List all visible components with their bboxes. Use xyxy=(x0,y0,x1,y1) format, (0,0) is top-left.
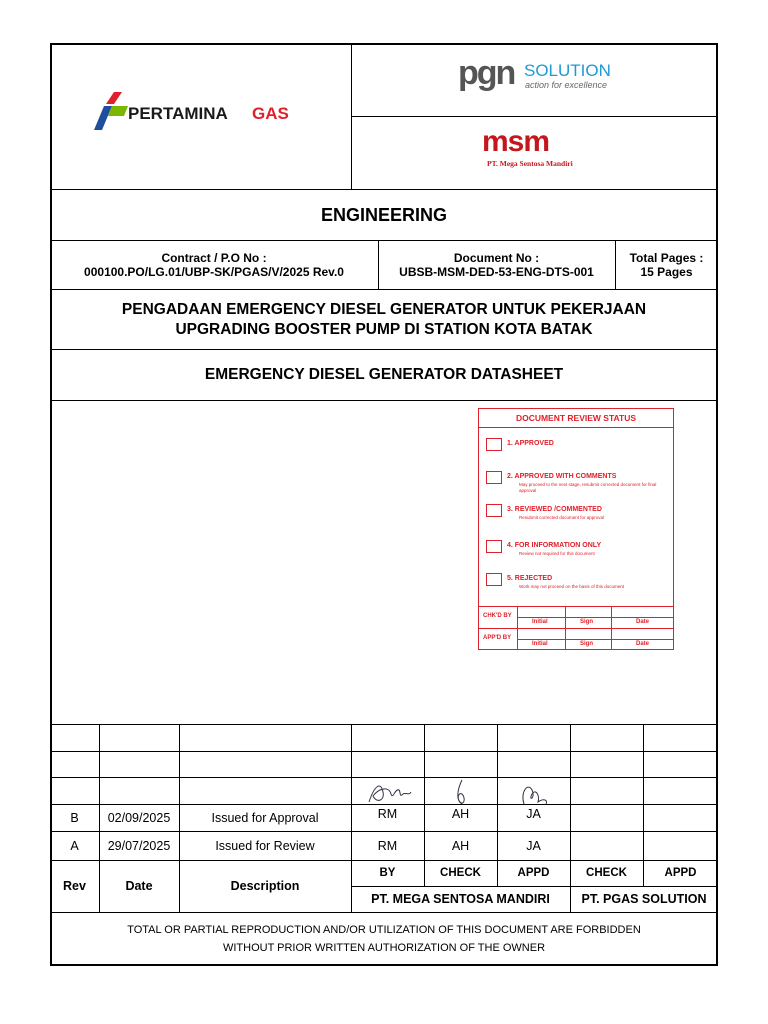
rev-a-description: Issued for Review xyxy=(215,838,315,853)
for-information-checkbox[interactable] xyxy=(486,540,502,553)
contract-label: Contract / P.O No : xyxy=(161,251,267,265)
reproduction-notice-line1: TOTAL OR PARTIAL REPRODUCTION AND/OR UTILIZATION OF THIS DOCUMENT ARE FORBIDDEN xyxy=(127,924,641,936)
rejected-note: Work may not proceed on the basis of this document xyxy=(519,584,624,589)
approved-checkbox[interactable] xyxy=(486,438,502,451)
chkd-by-label: CHK'D BY xyxy=(483,613,512,619)
pertamina-gas-logo xyxy=(92,92,312,134)
description-column-header: Description xyxy=(230,879,300,893)
rev-b-appd: JA xyxy=(526,806,541,821)
msm-logo-text: msm xyxy=(482,125,550,158)
project-title-line1: PENGADAAN EMERGENCY DIESEL GENERATOR UNTUK PEKERJAAN xyxy=(121,300,647,318)
rev-a-date: 29/07/2025 xyxy=(107,838,171,853)
total-pages xyxy=(615,242,718,288)
appd-sign-header: Sign xyxy=(580,641,593,647)
appd-initial-header: Initial xyxy=(532,641,548,647)
document-number xyxy=(378,242,615,288)
rejected-checkbox[interactable] xyxy=(486,573,502,586)
reviewed-commented-checkbox[interactable] xyxy=(486,504,502,517)
pgn-solution-logo xyxy=(458,54,628,100)
rev-b-rev: B xyxy=(70,810,79,825)
pgn-tagline: action for excellence xyxy=(525,80,608,90)
contractor-name: PT. MEGA SENTOSA MANDIRI xyxy=(371,892,550,906)
document-label: Document No : xyxy=(453,251,540,265)
rev-b-by: RM xyxy=(377,806,398,821)
appd-by-label: APP'D BY xyxy=(483,635,512,641)
approved-with-comments-checkbox[interactable] xyxy=(486,471,502,484)
appd-column-header: APPD xyxy=(517,867,550,879)
rev-a-appd: JA xyxy=(526,838,541,853)
rev-a-rev: A xyxy=(70,838,79,853)
approved-with-comments-label: 2. APPROVED WITH COMMENTS xyxy=(507,473,617,480)
document-review-stamp xyxy=(478,408,674,650)
engineering-label: ENGINEERING xyxy=(320,204,448,225)
pertamina-logo-text: PERTAMINA xyxy=(128,104,228,123)
rev-b-check: AH xyxy=(451,806,470,821)
approved-with-comments-note: May proceed to the next stage, resubmit corrected document for final approval xyxy=(519,482,657,493)
client-name: PT. PGAS SOLUTION xyxy=(581,892,707,906)
rejected-label: 5. REJECTED xyxy=(507,575,553,582)
document-value: UBSB-MSM-DED-53-ENG-DTS-001 xyxy=(399,265,594,279)
reviewed-commented-label: 3. REVIEWED /COMMENTED xyxy=(507,506,602,513)
pgn-solution-text: SOLUTION xyxy=(524,61,611,80)
rev-a-by: RM xyxy=(377,838,398,853)
total-pages-label: Total Pages : xyxy=(629,251,704,265)
appd-date-header: Date xyxy=(636,641,650,647)
pgn-logo-text: pgn xyxy=(458,54,515,92)
project-title xyxy=(50,291,718,348)
stamp-title: DOCUMENT REVIEW STATUS xyxy=(479,409,673,428)
pertamina-logo-icon xyxy=(92,92,132,132)
client-appd-column-header: APPD xyxy=(664,867,697,879)
msm-logo xyxy=(480,125,600,175)
for-information-note: Review not required for this document xyxy=(519,551,595,556)
project-title-line2: UPGRADING BOOSTER PUMP DI STATION KOTA BATAK xyxy=(175,320,593,338)
document-title: EMERGENCY DIESEL GENERATOR DATASHEET xyxy=(204,365,564,383)
for-information-label: 4. FOR INFORMATION ONLY xyxy=(507,542,602,549)
rev-b-description: Issued for Approval xyxy=(211,810,319,825)
contract-value: 000100.PO/LG.01/UBP-SK/PGAS/V/2025 Rev.0 xyxy=(84,265,344,279)
approved-label: 1. APPROVED xyxy=(507,440,554,447)
total-pages-value: 15 Pages xyxy=(640,265,693,279)
reviewed-commented-note: Resubmit corrected document for approval xyxy=(519,515,605,520)
contract-number xyxy=(50,242,378,288)
rev-column-header: Rev xyxy=(63,879,86,893)
rev-b-date: 02/09/2025 xyxy=(107,810,171,825)
chkd-sign-header: Sign xyxy=(580,619,593,625)
rev-a-check: AH xyxy=(451,838,470,853)
by-column-header: BY xyxy=(379,867,396,879)
msm-company-text: PT. Mega Sentosa Mandiri xyxy=(487,159,573,168)
chkd-date-header: Date xyxy=(636,619,650,625)
reproduction-notice xyxy=(50,913,718,965)
check-column-header: CHECK xyxy=(440,867,481,879)
gas-logo-text: GAS xyxy=(252,104,289,123)
chkd-initial-header: Initial xyxy=(532,619,548,625)
date-column-header: Date xyxy=(125,879,153,893)
client-check-column-header: CHECK xyxy=(586,867,627,879)
reproduction-notice-line2: WITHOUT PRIOR WRITTEN AUTHORIZATION OF THE OWNER xyxy=(222,942,546,954)
